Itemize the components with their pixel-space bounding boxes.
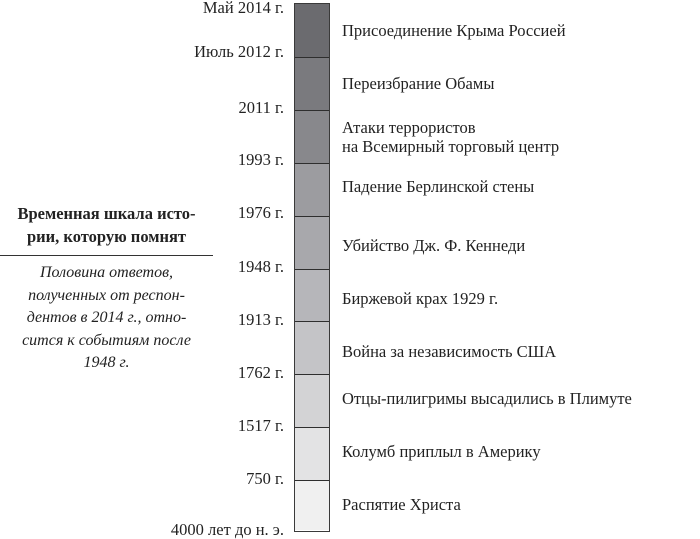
date-label: 1948 г. (237, 257, 284, 276)
segment-3 (295, 110, 329, 163)
event-label: Переизбрание Обамы (342, 74, 495, 93)
note-line: сится к событиям после (22, 331, 191, 349)
event-label: Падение Берлинской стены (342, 177, 535, 196)
timeline-note (0, 262, 213, 375)
note-line: дентов в 2014 г., отно- (26, 309, 187, 326)
segment-2 (295, 57, 329, 110)
note-line: полученных от респон- (28, 286, 185, 304)
segment-4 (295, 163, 329, 216)
title-line: рии, которую помнят (26, 227, 187, 246)
date-label: 1993 г. (237, 150, 284, 169)
event-label: Присоединение Крыма Россией (342, 21, 566, 40)
note-line: Половина ответов, (39, 264, 174, 281)
date-label: 2011 г. (238, 98, 284, 117)
date-label: 1976 г. (237, 203, 284, 222)
date-label: 1762 г. (237, 363, 284, 382)
segment-5 (295, 216, 329, 269)
date-label: 750 г. (246, 469, 284, 488)
segment-6 (295, 269, 329, 321)
segment-10 (295, 480, 329, 530)
segment-8 (295, 374, 329, 427)
date-label: Июль 2012 г. (194, 42, 284, 61)
segment-7 (295, 321, 329, 374)
divider (0, 255, 213, 256)
date-label: 4000 лет до н. э. (170, 520, 284, 539)
event-label: Распятие Христа (342, 495, 461, 514)
event-label: Убийство Дж. Ф. Кеннеди (342, 236, 526, 255)
event-label: Биржевой крах 1929 г. (342, 289, 499, 308)
date-label: Май 2014 г. (202, 0, 284, 17)
event-label: Война за независимость США (342, 342, 557, 361)
date-label: 1517 г. (237, 416, 284, 435)
note-line: 1948 г. (83, 354, 130, 371)
title-line: Временная шкала исто- (17, 204, 196, 223)
timeline-bar (294, 3, 330, 532)
event-label: на Всемирный торговый центр (342, 137, 560, 156)
segment-9 (295, 427, 329, 480)
event-label: Колумб приплыл в Америку (342, 442, 541, 461)
timeline-title (0, 202, 213, 248)
event-label: Атаки террористов (342, 118, 476, 137)
event-label: Отцы-пилигримы высадились в Плимуте (342, 389, 632, 408)
date-label: 1913 г. (237, 310, 284, 329)
segment-1 (295, 4, 329, 57)
